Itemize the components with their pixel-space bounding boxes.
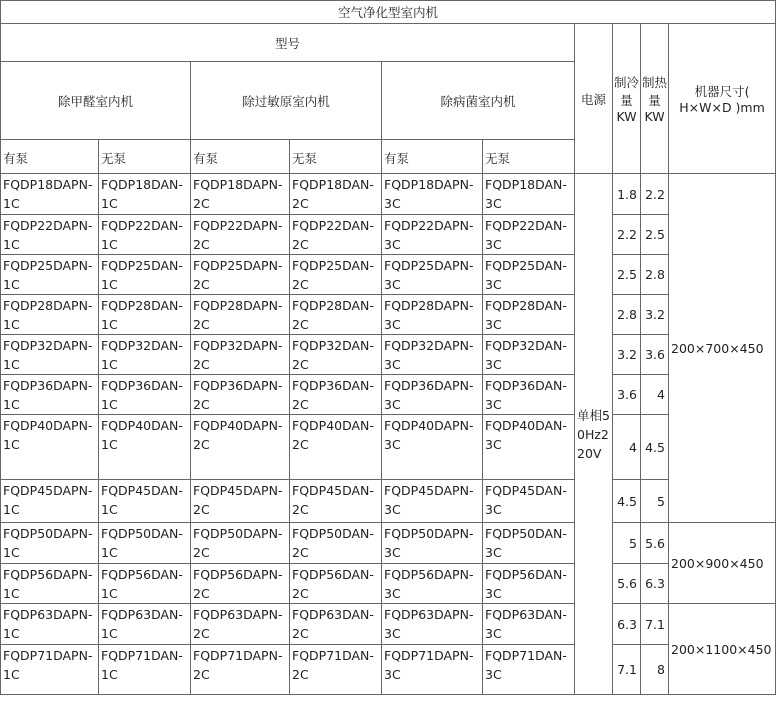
model-cell: FQDP45DAN-2C	[290, 480, 382, 523]
model-cell: FQDP40DAN-3C	[483, 415, 575, 480]
heating-capacity-cell: 3.6	[641, 335, 669, 375]
table-row	[1, 174, 776, 215]
model-cell: FQDP71DAN-2C	[290, 645, 382, 695]
model-cell: FQDP25DAN-2C	[290, 255, 382, 295]
model-cell: FQDP25DAPN-2C	[191, 255, 290, 295]
sub-header-without-pump: 无泵	[483, 140, 575, 174]
size-cell: 200×900×450	[669, 523, 776, 604]
cooling-capacity-cell: 5.6	[613, 564, 641, 604]
model-cell: FQDP40DAN-2C	[290, 415, 382, 480]
heating-capacity-cell: 6.3	[641, 564, 669, 604]
model-cell: FQDP36DAPN-3C	[382, 375, 483, 415]
model-cell: FQDP32DAN-1C	[99, 335, 191, 375]
model-cell: FQDP25DAN-1C	[99, 255, 191, 295]
model-cell: FQDP28DAPN-1C	[1, 295, 99, 335]
model-cell: FQDP40DAN-1C	[99, 415, 191, 480]
heating-capacity-cell: 8	[641, 645, 669, 695]
model-cell: FQDP63DAPN-3C	[382, 604, 483, 645]
heating-capacity-cell: 7.1	[641, 604, 669, 645]
model-cell: FQDP71DAN-1C	[99, 645, 191, 695]
model-header: 型号	[1, 24, 575, 62]
model-cell: FQDP32DAPN-2C	[191, 335, 290, 375]
table-row	[1, 415, 776, 480]
model-cell: FQDP36DAPN-2C	[191, 375, 290, 415]
heating-capacity-cell: 3.2	[641, 295, 669, 335]
model-cell: FQDP22DAPN-2C	[191, 215, 290, 255]
model-cell: FQDP63DAPN-1C	[1, 604, 99, 645]
table-row	[1, 523, 776, 564]
model-cell: FQDP71DAN-3C	[483, 645, 575, 695]
group-header-allergen: 除过敏原室内机	[191, 62, 382, 140]
model-cell: FQDP22DAN-1C	[99, 215, 191, 255]
model-cell: FQDP28DAPN-3C	[382, 295, 483, 335]
model-cell: FQDP36DAN-3C	[483, 375, 575, 415]
heating-capacity-cell: 4.5	[641, 415, 669, 480]
heating-capacity-cell: 4	[641, 375, 669, 415]
model-cell: FQDP25DAPN-3C	[382, 255, 483, 295]
model-cell: FQDP71DAPN-3C	[382, 645, 483, 695]
model-cell: FQDP32DAN-3C	[483, 335, 575, 375]
model-cell: FQDP50DAN-3C	[483, 523, 575, 564]
model-cell: FQDP22DAN-3C	[483, 215, 575, 255]
model-cell: FQDP18DAN-2C	[290, 174, 382, 215]
cool-header: 制冷量KW	[613, 24, 641, 174]
cooling-capacity-cell: 3.2	[613, 335, 641, 375]
heating-capacity-cell: 2.2	[641, 174, 669, 215]
table-row	[1, 480, 776, 523]
model-cell: FQDP28DAPN-2C	[191, 295, 290, 335]
model-cell: FQDP18DAN-1C	[99, 174, 191, 215]
model-cell: FQDP63DAPN-2C	[191, 604, 290, 645]
cooling-capacity-cell: 2.5	[613, 255, 641, 295]
model-cell: FQDP25DAN-3C	[483, 255, 575, 295]
table-row	[1, 295, 776, 335]
cooling-capacity-cell: 4	[613, 415, 641, 480]
model-cell: FQDP18DAPN-2C	[191, 174, 290, 215]
model-cell: FQDP45DAPN-3C	[382, 480, 483, 523]
model-cell: FQDP32DAPN-1C	[1, 335, 99, 375]
sub-header-without-pump: 无泵	[99, 140, 191, 174]
model-cell: FQDP18DAPN-1C	[1, 174, 99, 215]
heat-header: 制热量KW	[641, 24, 669, 174]
heating-capacity-cell: 5	[641, 480, 669, 523]
cooling-capacity-cell: 3.6	[613, 375, 641, 415]
model-cell: FQDP40DAPN-2C	[191, 415, 290, 480]
model-cell: FQDP50DAN-2C	[290, 523, 382, 564]
cooling-capacity-cell: 1.8	[613, 174, 641, 215]
cooling-capacity-cell: 2.8	[613, 295, 641, 335]
cooling-capacity-cell: 4.5	[613, 480, 641, 523]
cooling-capacity-cell: 5	[613, 523, 641, 564]
model-cell: FQDP50DAN-1C	[99, 523, 191, 564]
model-cell: FQDP45DAN-1C	[99, 480, 191, 523]
size-cell: 200×700×450	[669, 174, 776, 523]
model-cell: FQDP22DAPN-3C	[382, 215, 483, 255]
model-cell: FQDP36DAN-1C	[99, 375, 191, 415]
model-cell: FQDP56DAN-3C	[483, 564, 575, 604]
model-cell: FQDP56DAPN-2C	[191, 564, 290, 604]
model-cell: FQDP28DAN-1C	[99, 295, 191, 335]
model-cell: FQDP22DAN-2C	[290, 215, 382, 255]
model-cell: FQDP28DAN-2C	[290, 295, 382, 335]
model-cell: FQDP18DAN-3C	[483, 174, 575, 215]
model-cell: FQDP50DAPN-1C	[1, 523, 99, 564]
cooling-capacity-cell: 2.2	[613, 215, 641, 255]
model-cell: FQDP50DAPN-2C	[191, 523, 290, 564]
model-cell: FQDP56DAPN-3C	[382, 564, 483, 604]
heating-capacity-cell: 5.6	[641, 523, 669, 564]
model-cell: FQDP71DAPN-2C	[191, 645, 290, 695]
group-header-formaldehyde: 除甲醛室内机	[1, 62, 191, 140]
sub-header-with-pump: 有泵	[1, 140, 99, 174]
size-header: 机器尺寸( H×W×D )mm	[669, 24, 776, 174]
table-row	[1, 375, 776, 415]
model-cell: FQDP25DAPN-1C	[1, 255, 99, 295]
table-row	[1, 564, 776, 604]
table-row	[1, 335, 776, 375]
model-cell: FQDP56DAN-1C	[99, 564, 191, 604]
power-value: 单相50Hz220V	[575, 174, 613, 695]
model-cell: FQDP32DAPN-3C	[382, 335, 483, 375]
table-title: 空气净化型室内机	[1, 1, 776, 24]
table-row	[1, 255, 776, 295]
table-row	[1, 645, 776, 695]
size-cell: 200×1100×450	[669, 604, 776, 695]
model-cell: FQDP71DAPN-1C	[1, 645, 99, 695]
model-cell: FQDP28DAN-3C	[483, 295, 575, 335]
sub-header-with-pump: 有泵	[191, 140, 290, 174]
cooling-capacity-cell: 6.3	[613, 604, 641, 645]
cooling-capacity-cell: 7.1	[613, 645, 641, 695]
model-cell: FQDP50DAPN-3C	[382, 523, 483, 564]
model-cell: FQDP56DAPN-1C	[1, 564, 99, 604]
heating-capacity-cell: 2.5	[641, 215, 669, 255]
model-cell: FQDP45DAPN-2C	[191, 480, 290, 523]
power-header: 电源	[575, 24, 613, 174]
model-cell: FQDP22DAPN-1C	[1, 215, 99, 255]
model-cell: FQDP63DAN-3C	[483, 604, 575, 645]
sub-header-with-pump: 有泵	[382, 140, 483, 174]
model-cell: FQDP63DAN-2C	[290, 604, 382, 645]
model-cell: FQDP40DAPN-1C	[1, 415, 99, 480]
heating-capacity-cell: 2.8	[641, 255, 669, 295]
model-cell: FQDP45DAPN-1C	[1, 480, 99, 523]
model-cell: FQDP45DAN-3C	[483, 480, 575, 523]
model-cell: FQDP36DAPN-1C	[1, 375, 99, 415]
model-cell: FQDP18DAPN-3C	[382, 174, 483, 215]
model-cell: FQDP63DAN-1C	[99, 604, 191, 645]
table-row	[1, 604, 776, 645]
model-cell: FQDP32DAN-2C	[290, 335, 382, 375]
model-cell: FQDP40DAPN-3C	[382, 415, 483, 480]
sub-header-without-pump: 无泵	[290, 140, 382, 174]
table-row	[1, 215, 776, 255]
model-cell: FQDP56DAN-2C	[290, 564, 382, 604]
group-header-germ: 除病菌室内机	[382, 62, 575, 140]
model-cell: FQDP36DAN-2C	[290, 375, 382, 415]
